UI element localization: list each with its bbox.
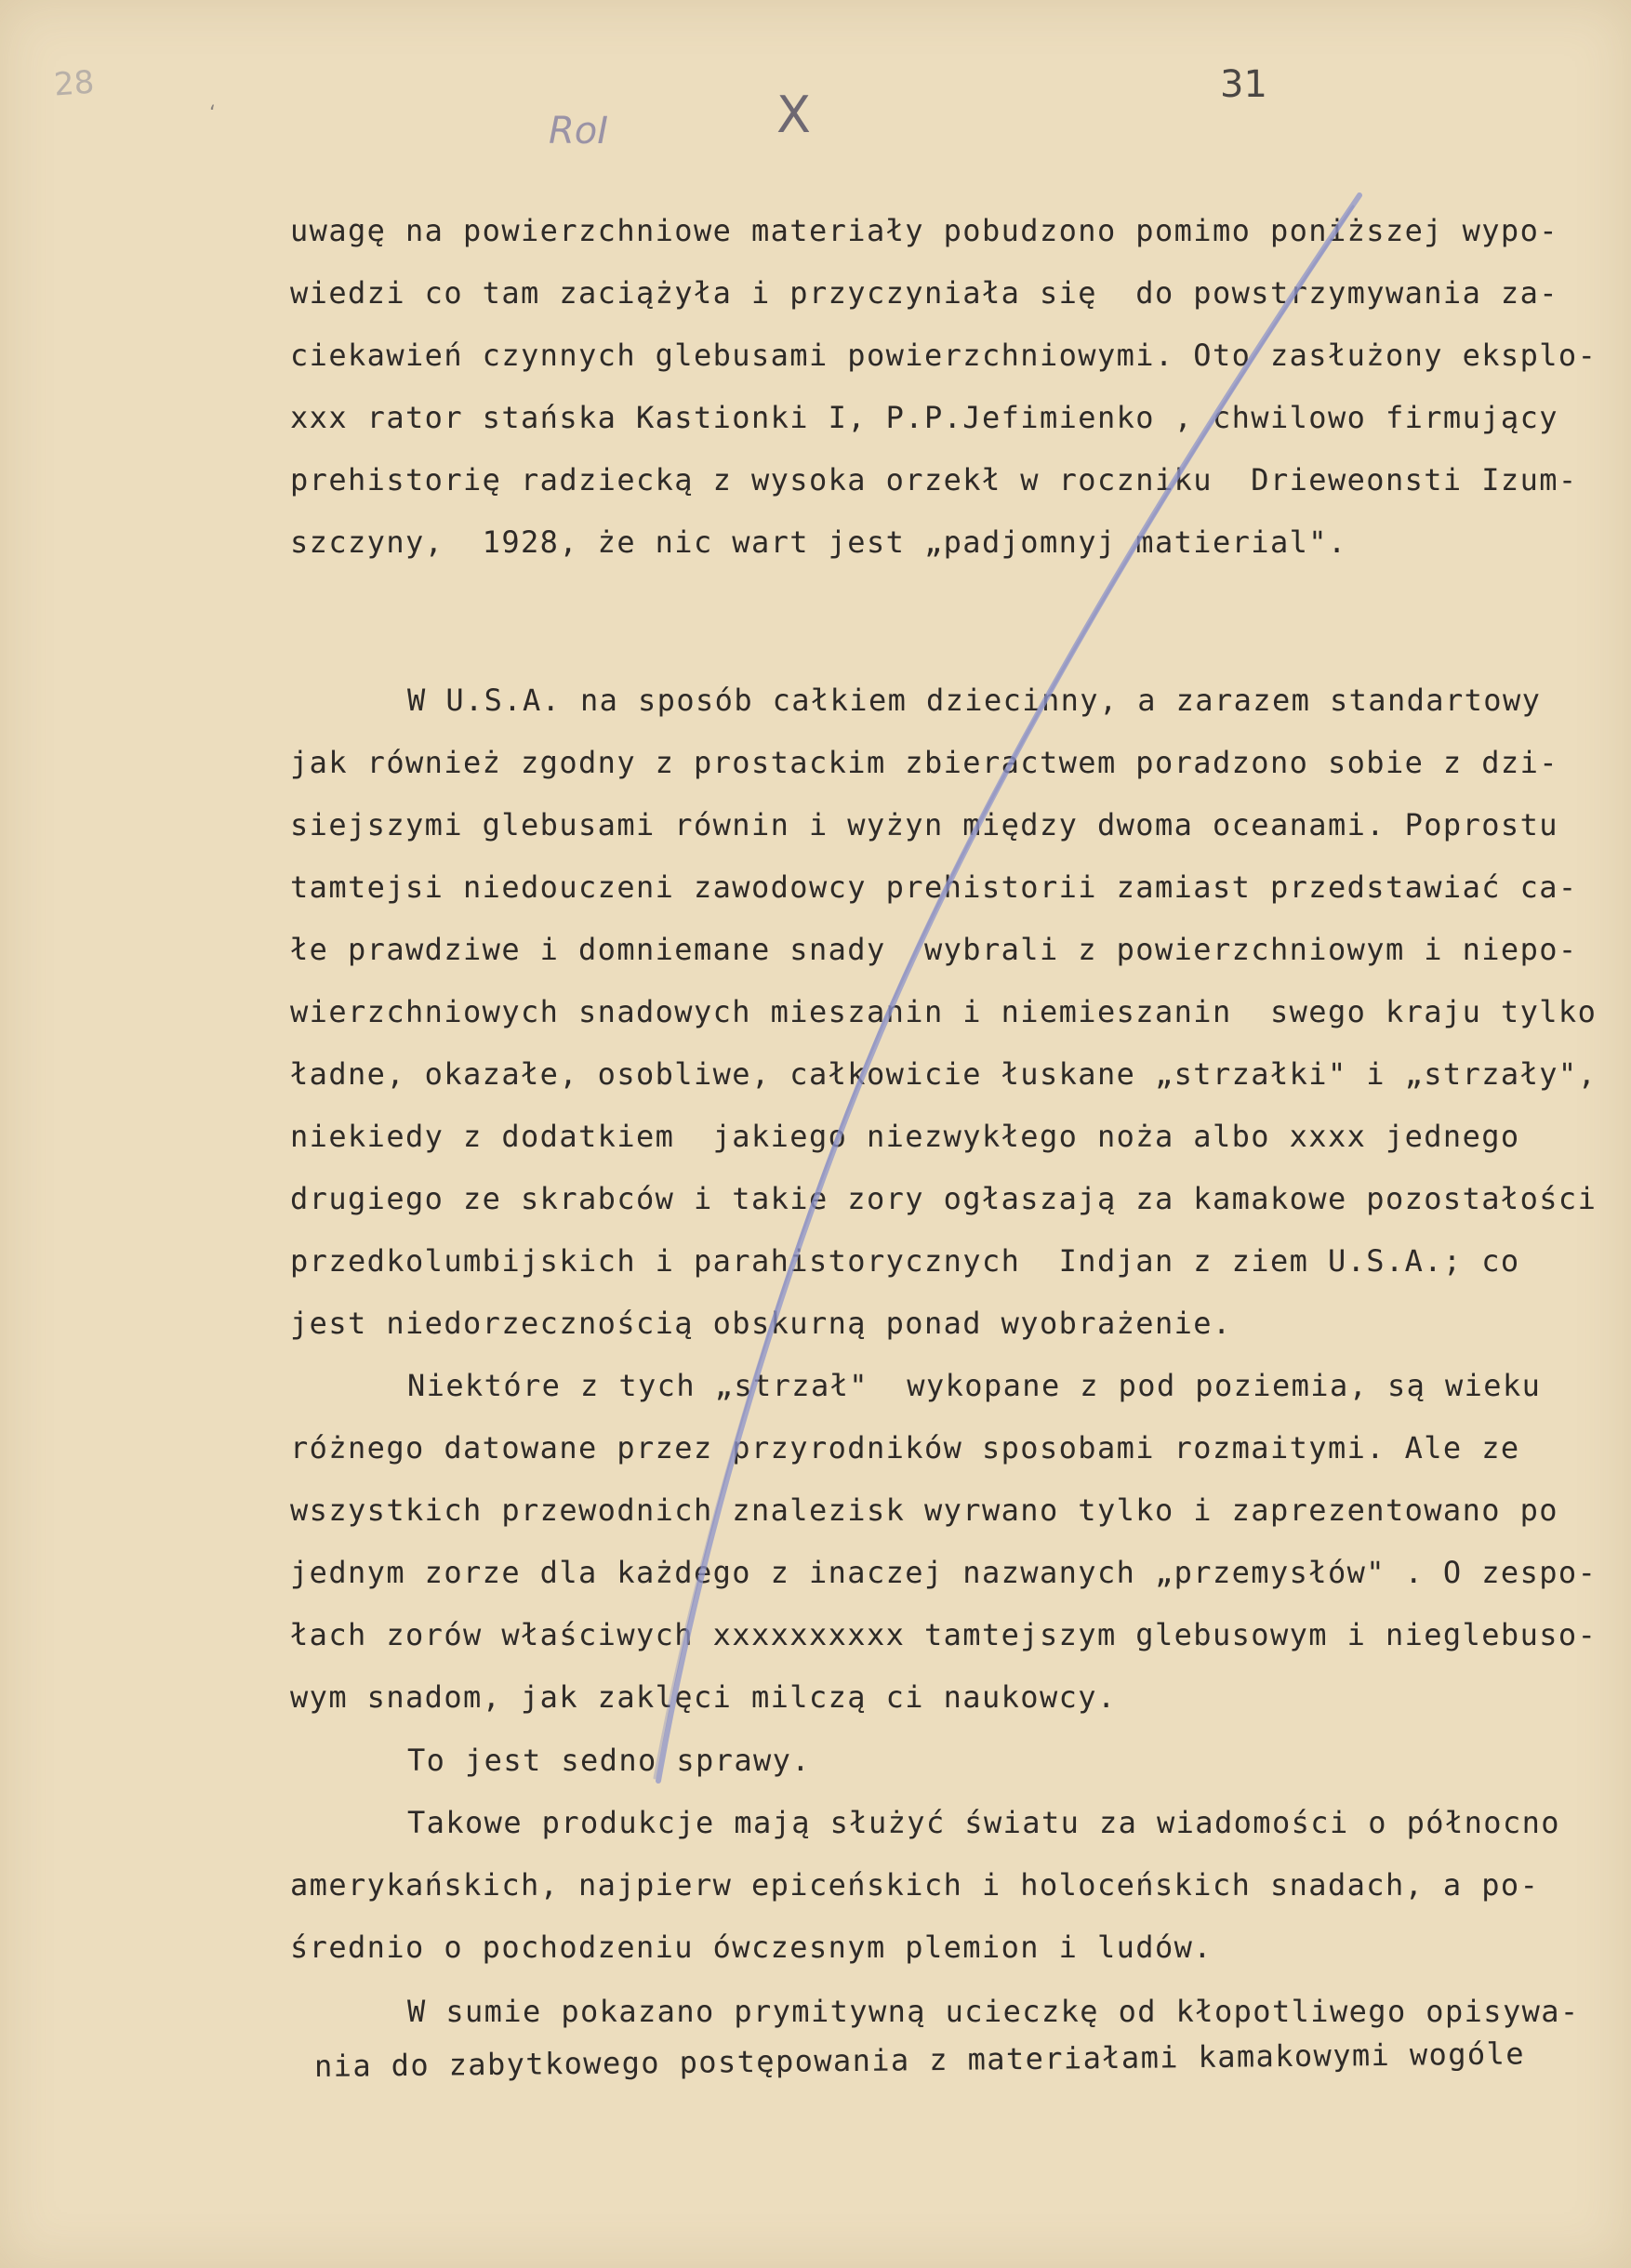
text-line: niekiedy z dodatkiem jakiego niezwykłego noża albo xxxx jednego — [290, 1119, 1520, 1154]
text-line: jednym zorze dla każdego z inaczej nazwanych „przemysłów" . O zespo- — [290, 1555, 1598, 1590]
text-line: amerykańskich, najpierw epiceńskich i holoceńskich snadach, a po- — [290, 1867, 1540, 1903]
text-line: ładne, okazałe, osobliwe, całkowicie łuskane „strzałki" i „strzały", — [290, 1056, 1598, 1092]
roman-numeral-mark: X — [776, 86, 811, 144]
text-line: jest niedorzecznością obskurną ponad wyobrażenie. — [290, 1306, 1232, 1341]
text-line: W U.S.A. na sposób całkiem dziecinny, a zarazem standartowy — [407, 683, 1542, 718]
text-line: średnio o pochodzeniu ówczesnym plemion i ludów. — [290, 1930, 1213, 1965]
text-line: łach zorów właściwych xxxxxxxxxx tamtejszym glebusowym i nieglebuso- — [290, 1617, 1598, 1652]
collection-mark: RoI — [549, 110, 609, 153]
text-line: szczyny, 1928, że nic wart jest „padjomnyj matierial". — [290, 524, 1347, 560]
pencil-tick-mark: ‘ — [209, 102, 216, 126]
text-line: Takowe produkcje mają służyć światu za wiadomości o północno — [407, 1805, 1560, 1840]
text-line: przedkolumbijskich i parahistorycznych Indjan z ziem U.S.A.; co — [290, 1243, 1520, 1279]
text-line: wszystkich przewodnich znalezisk wyrwano tylko i zaprezentowano po — [290, 1492, 1558, 1528]
text-line: ciekawień czynnych glebusami powierzchniowymi. Oto zasłużony eksplo- — [290, 338, 1598, 373]
text-line: wierzchniowych snadowych mieszanin i niemieszanin swego kraju tylko — [290, 994, 1598, 1029]
text-line: wiedzi co tam zaciążyła i przyczyniała się do powstrzymywania za- — [290, 275, 1558, 311]
text-line: wym snadom, jak zaklęci milczą ci naukowcy. — [290, 1679, 1117, 1715]
text-line: drugiego ze skrabców i takie zory ogłaszają za kamakowe pozostałości — [290, 1181, 1598, 1216]
text-line: To jest sedno sprawy. — [407, 1743, 811, 1778]
text-line: prehistorię radziecką z wysoka orzekł w roczniku Drieweonsti Izum- — [290, 462, 1578, 497]
text-line: xxx rator stańska Kastionki I, P.P.Jefimienko , chwilowo firmujący — [290, 400, 1558, 435]
text-line: Niektóre z tych „strzał" wykopane z pod poziemia, są wieku — [407, 1368, 1542, 1403]
text-line: łe prawdziwe i domniemane snady wybrali z powierzchniowym i niepo- — [290, 932, 1578, 967]
text-line: różnego datowane przez przyrodników sposobami rozmaitymi. Ale ze — [290, 1430, 1520, 1466]
text-line: uwagę na powierzchniowe materiały pobudzono pomimo poniższej wypo- — [290, 213, 1558, 248]
text-line: tamtejsi niedouczeni zawodowcy prehistorii zamiast przedstawiać ca- — [290, 869, 1578, 905]
text-line: jak również zgodny z prostackim zbieractwem poradzono sobie z dzi- — [290, 745, 1558, 780]
text-line: W sumie pokazano prymitywną ucieczkę od kłopotliwego opisywa- — [407, 1994, 1580, 2029]
text-line: nia do zabytkowego postępowania z materiałami kamakowymi wogóle — [313, 2036, 1526, 2084]
page-number: 31 — [1220, 63, 1267, 106]
text-line: siejszymi glebusami równin i wyżyn między dwoma oceanami. Poprostu — [290, 807, 1558, 842]
corner-pencil-number: 28 — [52, 63, 96, 104]
